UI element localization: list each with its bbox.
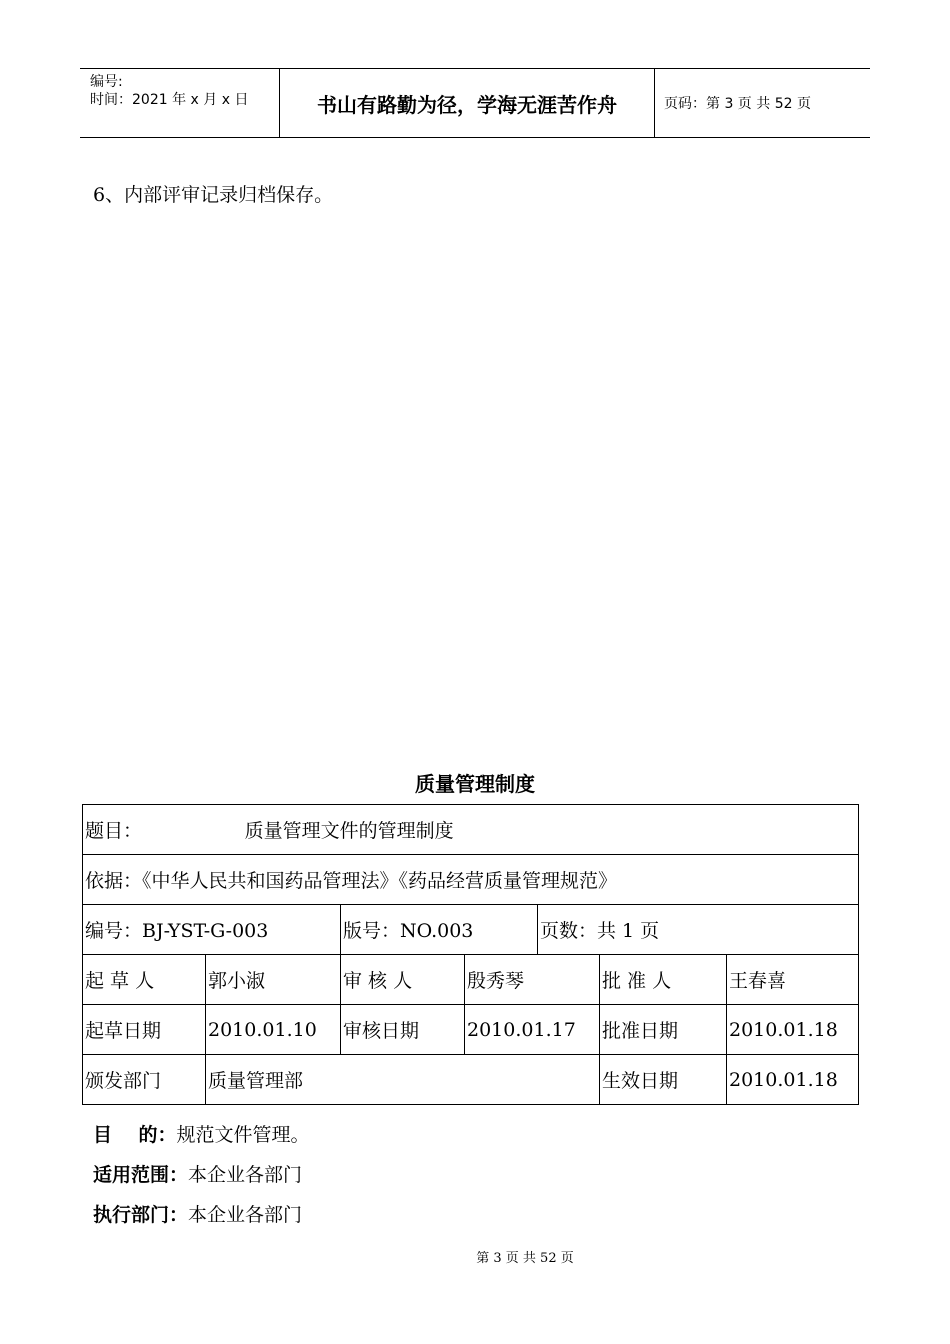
review-date-value: 2010.01.17	[465, 1005, 600, 1055]
header-page-info: 页码：第 3 页 共 52 页	[664, 96, 811, 112]
exec-text: 本企业各部门	[188, 1204, 303, 1226]
header-meta	[80, 69, 280, 137]
effective-date-value: 2010.01.18	[727, 1055, 859, 1105]
issue-dept-value: 质量管理部	[206, 1055, 600, 1105]
issue-dept-label: 颁发部门	[83, 1055, 206, 1105]
drafter-label: 起 草 人	[83, 955, 206, 1005]
reviewer-label: 审 核 人	[341, 955, 465, 1005]
table-row	[83, 1005, 859, 1055]
approver-label: 批 准 人	[600, 955, 727, 1005]
purpose-label: 目 的：	[93, 1124, 177, 1146]
header-time-label: 时间：2021 年 x 月 x 日	[90, 92, 249, 108]
exec-label: 执行部门：	[93, 1204, 189, 1226]
document-title: 质量管理制度	[415, 772, 535, 796]
effective-date-label: 生效日期	[600, 1055, 727, 1105]
table-row	[83, 955, 859, 1005]
purpose-text: 规范文件管理。	[176, 1124, 310, 1146]
table-row	[83, 805, 859, 855]
basis-cell: 依据：《中华人民共和国药品管理法》《药品经营质量管理规范》	[83, 855, 859, 905]
table-row	[83, 905, 859, 955]
page-footer: 第 3 页 共 52 页	[476, 1251, 574, 1266]
review-date-label: 审核日期	[341, 1005, 465, 1055]
section-item-6: 6、内部评审记录归档保存。	[93, 184, 334, 206]
version-cell: 版号：NO.003	[341, 905, 538, 955]
document-meta-table	[82, 804, 859, 1105]
purpose-line	[93, 1120, 309, 1147]
draft-date-value: 2010.01.10	[206, 1005, 341, 1055]
pages-cell: 页数：共 1 页	[538, 905, 859, 955]
table-row	[83, 855, 859, 905]
code-cell: 编号：BJ-YST-G-003	[83, 905, 341, 955]
reviewer-value: 殷秀琴	[465, 955, 600, 1005]
header-motto: 书山有路勤为径，学海无涯苦作舟	[280, 69, 655, 137]
table-row	[83, 1055, 859, 1105]
subject-cell: 题目： 质量管理文件的管理制度	[83, 805, 859, 855]
scope-line	[93, 1160, 302, 1187]
page-header	[80, 68, 870, 138]
approve-date-label: 批准日期	[600, 1005, 727, 1055]
scope-label: 适用范围：	[93, 1164, 189, 1186]
draft-date-label: 起草日期	[83, 1005, 206, 1055]
approver-value: 王春喜	[727, 955, 859, 1005]
scope-text: 本企业各部门	[188, 1164, 303, 1186]
exec-line	[93, 1200, 302, 1227]
approve-date-value: 2010.01.18	[727, 1005, 859, 1055]
drafter-value: 郭小淑	[206, 955, 341, 1005]
header-code-label: 编号:	[90, 74, 123, 90]
